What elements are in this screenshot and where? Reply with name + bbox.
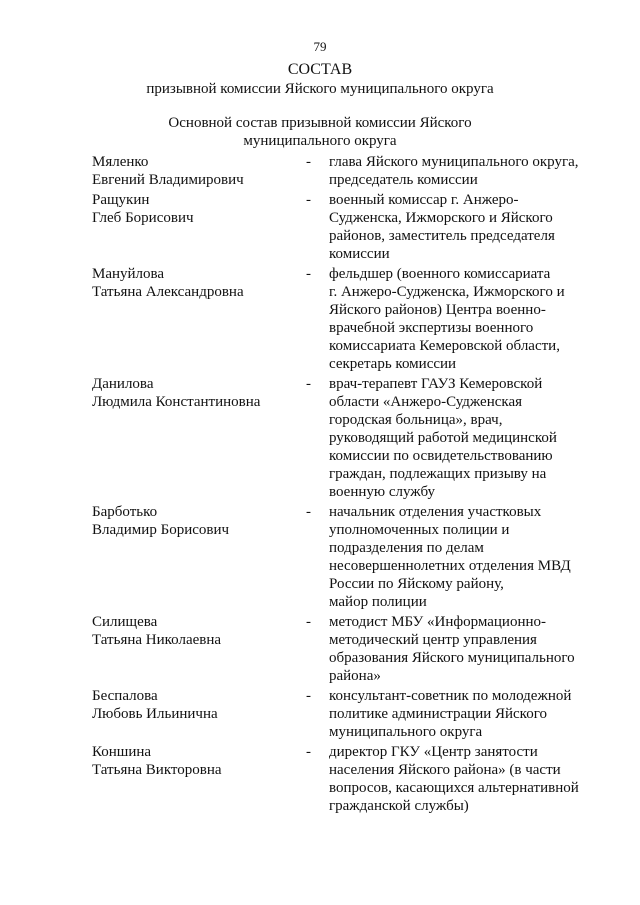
member-row [0, 153, 640, 189]
page-number: 79 [313, 39, 327, 54]
member-role: методист МБУ «Информационно- методический центр управления образования Яйского муниципального района» [329, 614, 575, 684]
member-row [0, 613, 640, 685]
member-dash: - [306, 504, 311, 520]
member-name: Силищева Татьяна Николаевна [92, 614, 222, 648]
member-name: Мануйлова Татьяна Александровна [92, 266, 244, 300]
member-dash: - [306, 154, 311, 170]
document-subtitle: призывной комиссии Яйского муниципального округа [146, 81, 494, 97]
member-dash: - [306, 614, 311, 630]
member-name: Барботько Владимир Борисович [92, 504, 230, 538]
member-row [0, 191, 640, 263]
member-name: Мяленко Евгений Владимирович [92, 154, 244, 188]
member-row [0, 375, 640, 501]
member-role: фельдшер (военного комиссариата г. Анжеро-Судженска, Ижморского и Яйского районов) Центра военно- врачебной экспертизы военного комиссариата Кемеровской области, секретарь комиссии [329, 266, 565, 372]
document-title: СОСТАВ [287, 61, 353, 78]
member-dash: - [306, 688, 311, 704]
member-name: Данилова Людмила Константиновна [92, 376, 261, 410]
member-name: Коншина Татьяна Викторовна [92, 744, 222, 778]
member-dash: - [306, 266, 311, 282]
member-dash: - [306, 376, 311, 392]
member-role: военный комиссар г. Анжеро- Судженска, Ижморского и Яйского районов, заместитель председателя комиссии [329, 192, 555, 262]
member-role: врач-терапевт ГАУЗ Кемеровской области «Анжеро-Судженская городская больница», врач, руководящий работой медицинской комиссии по освидетельствованию граждан, подлежащих призыву на военную службу [329, 376, 557, 500]
member-row [0, 503, 640, 611]
members-list [0, 153, 640, 817]
member-name: Ращукин Глеб Борисович [92, 192, 194, 226]
member-row [0, 687, 640, 741]
member-name: Беспалова Любовь Ильинична [92, 688, 218, 722]
member-role: начальник отделения участковых уполномоченных полиции и подразделения по делам несовершеннолетних отделения МВД России по Яйскому району, майор полиции [329, 504, 571, 610]
member-dash: - [306, 192, 311, 208]
title-block [0, 60, 640, 150]
member-role: директор ГКУ «Центр занятости населения Яйского района» (в части вопросов, касающихся альтернативной гражданской службы) [329, 744, 579, 814]
member-row [0, 743, 640, 815]
section-title: Основной состав призывной комиссии Яйского муниципального округа [168, 115, 472, 149]
member-dash: - [306, 744, 311, 760]
member-role: консультант-советник по молодежной политике администрации Яйского муниципального округа [329, 688, 572, 740]
member-role: глава Яйского муниципального округа, председатель комиссии [329, 154, 579, 188]
member-row [0, 265, 640, 373]
